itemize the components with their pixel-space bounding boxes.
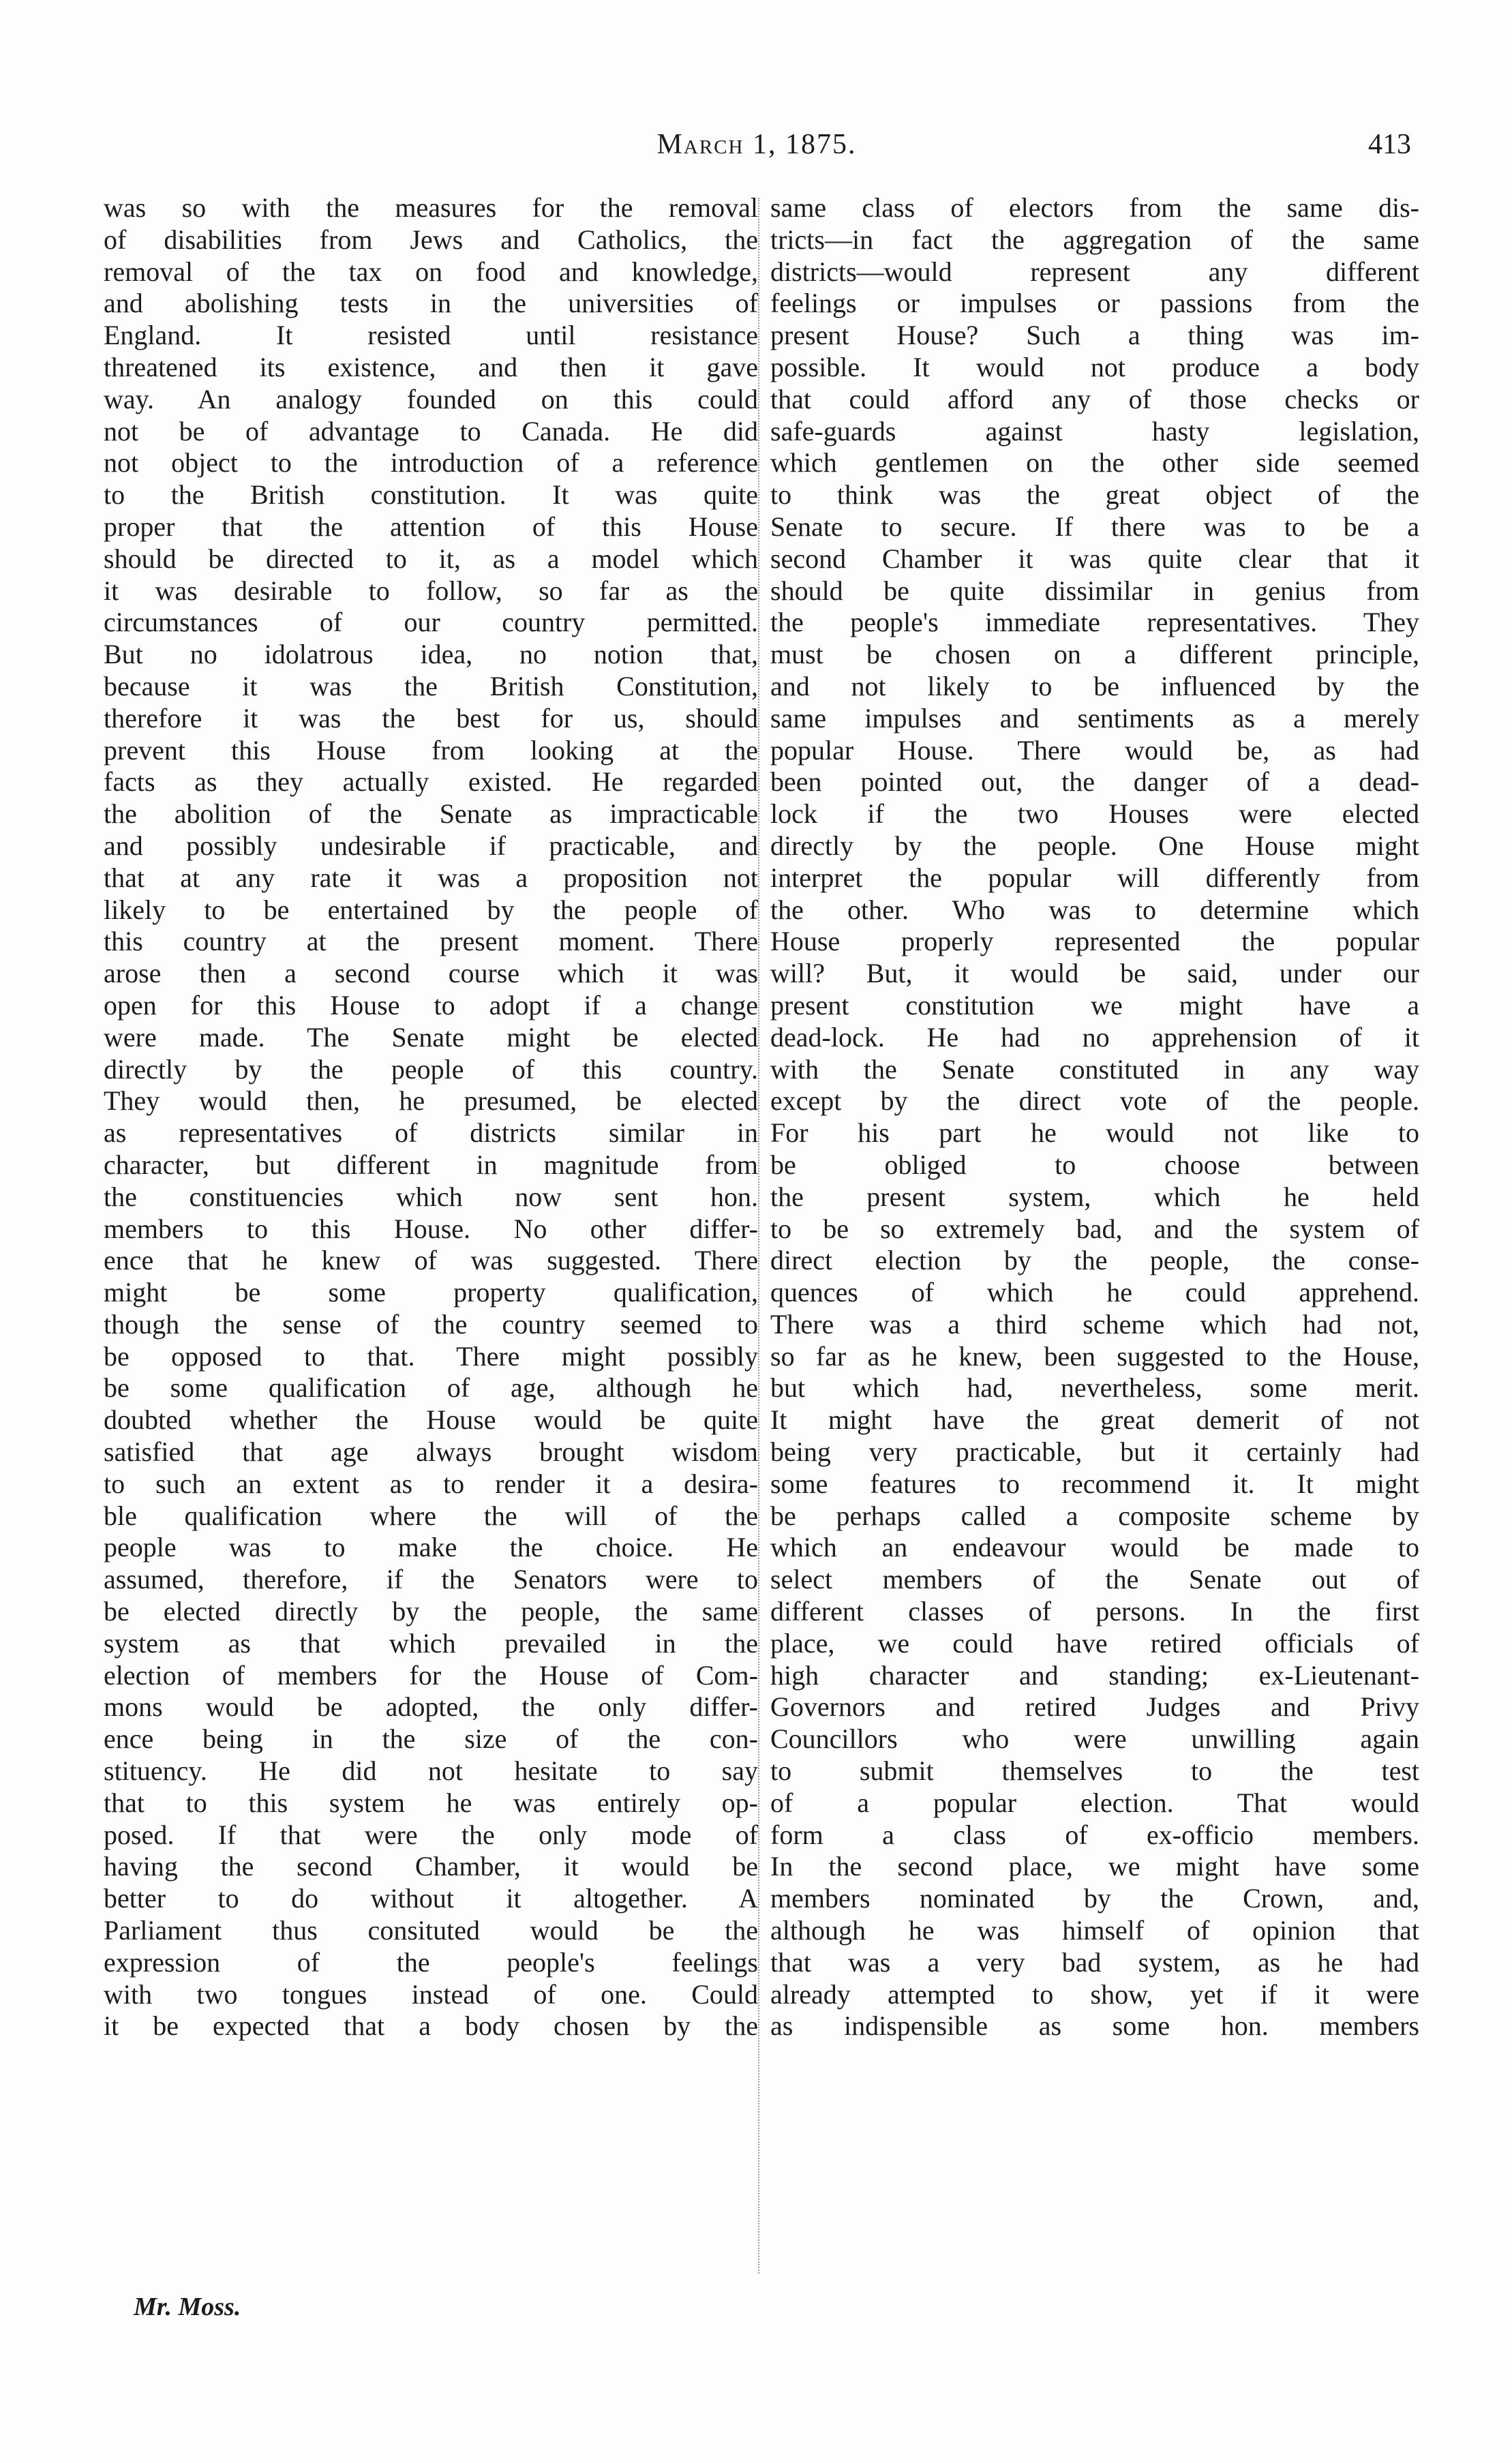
left-column-line: be some qualification of age, although he [104,1372,758,1404]
right-column-line: be perhaps called a composite scheme by [770,1500,1419,1531]
left-column [104,192,758,2042]
left-column-line: assumed, therefore, if the Senators were to [104,1564,758,1595]
left-column-line: it be expected that a body chosen by the [104,2010,758,2042]
right-column-line: same class of electors from the same dis- [770,192,1419,223]
right-column-line: There was a third scheme which had not, [770,1308,1419,1340]
right-column-line: to submit themselves to the test [770,1755,1419,1787]
right-column-line: members nominated by the Crown, and, [770,1883,1419,1914]
left-column-line: be elected directly by the people, the same [104,1596,758,1627]
right-column-line: so far as he knew, been suggested to the House, [770,1340,1419,1372]
right-column-line: different classes of persons. In the first [770,1596,1419,1627]
right-column-line: select members of the Senate out of [770,1564,1419,1595]
right-column-line: high character and standing; ex-Lieutenant- [770,1659,1419,1691]
right-column-line: the people's immediate representatives. They [770,607,1419,638]
left-column-line: it was desirable to follow, so far as the [104,575,758,606]
left-column-line: character, but different in magnitude from [104,1149,758,1180]
right-column-line: Councillors who were unwilling again [770,1723,1419,1755]
right-column-line: be obliged to choose between [770,1149,1419,1180]
left-column-line: way. An analogy founded on this could [104,383,758,414]
left-column-line: circumstances of our country permitted. [104,607,758,638]
left-column-line: posed. If that were the only mode of [104,1819,758,1850]
header-date: March 1, 1875. [656,129,857,160]
left-column-line: to such an extent as to render it a desira- [104,1468,758,1499]
left-column-line: to the British constitution. It was quite [104,479,758,511]
left-column-line: threatened its existence, and then it gave [104,351,758,382]
right-column-line: interpret the popular will differently from [770,862,1419,893]
right-column-line: place, we could have retired officials of [770,1627,1419,1659]
left-column-line: mons would be adopted, the only differ- [104,1691,758,1723]
right-column-line: except by the direct vote of the people. [770,1085,1419,1117]
right-column-line: dead-lock. He had no apprehension of it [770,1021,1419,1053]
left-column-line: that to this system he was entirely op- [104,1787,758,1818]
left-column-line: that at any rate it was a proposition not [104,862,758,893]
left-column-line: not be of advantage to Canada. He did [104,415,758,447]
left-column-line: was so with the measures for the removal [104,192,758,223]
right-column-line: being very practicable, but it certainly had [770,1436,1419,1468]
left-column-line: facts as they actually existed. He regarded [104,766,758,798]
right-column-line: House properly represented the popular [770,926,1419,957]
right-column-line: that could afford any of those checks or [770,383,1419,414]
left-column-line: be opposed to that. There might possibly [104,1340,758,1372]
right-column-line: and not likely to be influenced by the [770,670,1419,701]
right-column-line: safe-guards against hasty legislation, [770,415,1419,447]
right-column-line: of a popular election. That would [770,1787,1419,1818]
left-column-line: expression of the people's feelings [104,1946,758,1978]
right-column-line: the present system, which he held [770,1181,1419,1212]
left-column-line: ence that he knew of was suggested. There [104,1245,758,1276]
left-column-line: likely to be entertained by the people of [104,894,758,925]
right-column-line: must be chosen on a different principle, [770,639,1419,670]
left-column-line: people was to make the choice. He [104,1532,758,1563]
right-column-line: In the second place, we might have some [770,1851,1419,1882]
right-column-line: should be quite dissimilar in genius from [770,575,1419,606]
right-column-line: Senate to secure. If there was to be a [770,511,1419,542]
left-column-line: ence being in the size of the con- [104,1723,758,1755]
right-column [770,192,1419,2042]
right-column-line: Governors and retired Judges and Privy [770,1691,1419,1723]
right-column-line: second Chamber it was quite clear that it [770,543,1419,574]
left-column-line: Parliament thus consituted would be the [104,1915,758,1946]
right-column-line: already attempted to show, yet if it were [770,1978,1419,2010]
right-column-line: to think was the great object of the [770,479,1419,511]
left-column-line: the abolition of the Senate as impracticable [104,798,758,830]
right-column-line: which an endeavour would be made to [770,1532,1419,1563]
left-column-line: the constituencies which now sent hon. [104,1181,758,1212]
right-column-line: with the Senate constituted in any way [770,1053,1419,1085]
left-column-line: doubted whether the House would be quite [104,1404,758,1436]
right-column-line: form a class of ex-officio members. [770,1819,1419,1850]
left-column-line: England. It resisted until resistance [104,320,758,351]
right-column-line: the other. Who was to determine which [770,894,1419,925]
right-column-line: been pointed out, the danger of a dead- [770,766,1419,798]
left-column-line: open for this House to adopt if a change [104,989,758,1021]
left-column-line: ble qualification where the will of the [104,1500,758,1531]
right-column-line: For his part he would not like to [770,1117,1419,1149]
left-column-line: and abolishing tests in the universities of [104,288,758,319]
left-column-line: of disabilities from Jews and Catholics, the [104,224,758,255]
left-column-line: members to this House. No other differ- [104,1213,758,1244]
right-column-line: that was a very bad system, as he had [770,1946,1419,1978]
right-column-line: to be so extremely bad, and the system of [770,1213,1419,1244]
right-column-line: present House? Such a thing was im- [770,320,1419,351]
speaker-footer: Mr. Moss. [134,2293,241,2321]
left-column-line: directly by the people of this country. [104,1053,758,1085]
page-number: 413 [1368,129,1411,160]
right-column-line: directly by the people. One House might [770,830,1419,861]
left-column-line: But no idolatrous idea, no notion that, [104,639,758,670]
left-column-line: having the second Chamber, it would be [104,1851,758,1882]
page-header [102,128,1411,169]
left-column-line: with two tongues instead of one. Could [104,1978,758,2010]
left-column-line: this country at the present moment. There [104,926,758,957]
right-column-line: some features to recommend it. It might [770,1468,1419,1499]
left-column-line: system as that which prevailed in the [104,1627,758,1659]
left-column-line: might be some property qualification, [104,1277,758,1308]
left-column-line: satisfied that age always brought wisdom [104,1436,758,1468]
right-column-line: direct election by the people, the conse- [770,1245,1419,1276]
right-column-line: districts—would represent any different [770,256,1419,287]
column-divider [758,198,759,2273]
right-column-line: It might have the great demerit of not [770,1404,1419,1436]
right-column-line: possible. It would not produce a body [770,351,1419,382]
right-column-line: same impulses and sentiments as a merely [770,702,1419,734]
left-column-line: election of members for the House of Com- [104,1659,758,1691]
left-column-line: because it was the British Constitution, [104,670,758,701]
right-column-line: popular House. There would be, as had [770,734,1419,766]
left-column-line: arose then a second course which it was [104,958,758,989]
right-column-line: will? But, it would be said, under our [770,958,1419,989]
right-column-line: quences of which he could apprehend. [770,1277,1419,1308]
right-column-line: feelings or impulses or passions from the [770,288,1419,319]
left-column-line: were made. The Senate might be elected [104,1021,758,1053]
left-column-line: stituency. He did not hesitate to say [104,1755,758,1787]
right-column-line: which gentlemen on the other side seemed [770,447,1419,479]
left-column-line: as representatives of districts similar in [104,1117,758,1149]
right-column-line: present constitution we might have a [770,989,1419,1021]
right-column-line: tricts—in fact the aggregation of the same [770,224,1419,255]
right-column-line: lock if the two Houses were elected [770,798,1419,830]
right-column-line: but which had, nevertheless, some merit. [770,1372,1419,1404]
left-column-line: prevent this House from looking at the [104,734,758,766]
left-column-line: removal of the tax on food and knowledge, [104,256,758,287]
right-column-line: although he was himself of opinion that [770,1915,1419,1946]
left-column-line: should be directed to it, as a model which [104,543,758,574]
right-column-line: as indispensible as some hon. members [770,2010,1419,2042]
left-column-line: proper that the attention of this House [104,511,758,542]
left-column-line: better to do without it altogether. A [104,1883,758,1914]
left-column-line: They would then, he presumed, be elected [104,1085,758,1117]
left-column-line: though the sense of the country seemed to [104,1308,758,1340]
left-column-line: and possibly undesirable if practicable, and [104,830,758,861]
left-column-line: not object to the introduction of a reference [104,447,758,479]
left-column-line: therefore it was the best for us, should [104,702,758,734]
